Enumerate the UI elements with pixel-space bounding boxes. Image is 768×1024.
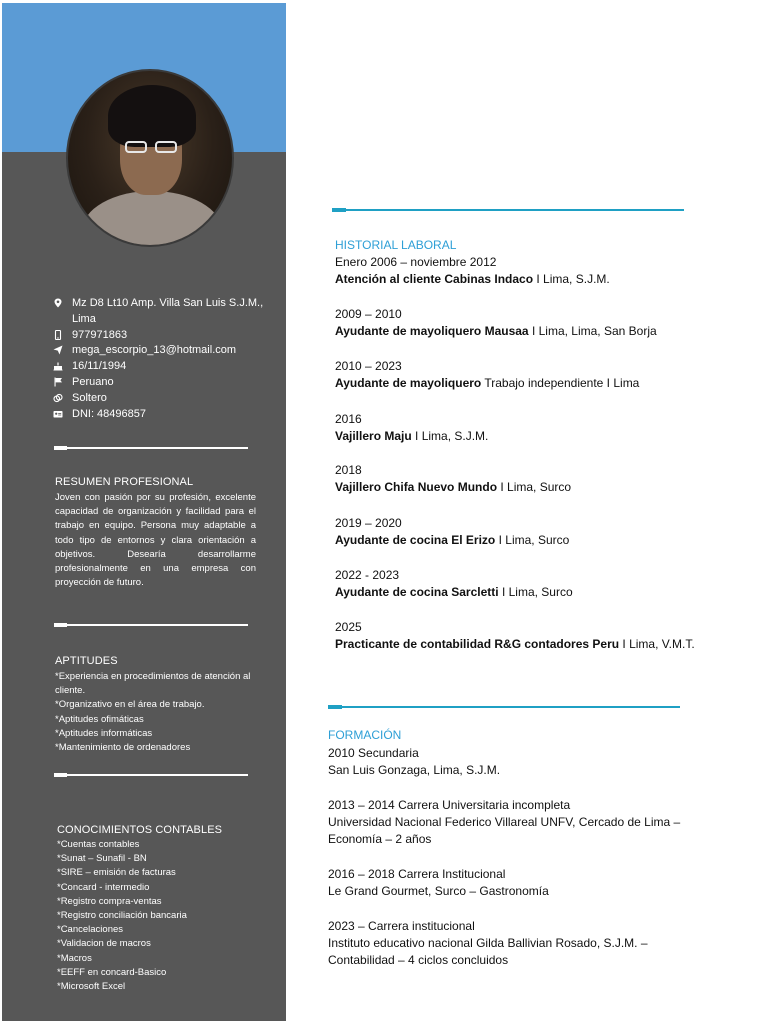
address-text: Mz D8 Lt10 Amp. Villa San Luis S.J.M., Lima (72, 297, 264, 325)
work-role: Ayudante de mayoliquero (335, 376, 482, 390)
education-entry (328, 797, 708, 848)
work-date: 2018 (335, 463, 362, 477)
contact-phone (44, 328, 284, 344)
work-role: Ayudante de cocina El Erizo (335, 533, 496, 547)
accounting-list (57, 838, 258, 994)
work-role: Vajillero Maju (335, 429, 412, 443)
work-entry (335, 358, 639, 392)
birthdate-text: 16/11/1994 (72, 360, 127, 373)
work-date: 2010 – 2023 (335, 359, 402, 373)
accounting-item: *Registro compra-ventas (57, 895, 162, 907)
work-role: Vajillero Chifa Nuevo Mundo (335, 480, 498, 494)
work-role: Atención al cliente Cabinas Indaco (335, 272, 534, 286)
accounting-item: *Concard - intermedio (57, 881, 150, 893)
contact-marital-status (44, 391, 284, 407)
education-detail: San Luis Gonzaga, Lima, S.J.M. (328, 763, 501, 777)
work-date: 2009 – 2010 (335, 307, 402, 321)
sidebar-divider (54, 447, 248, 449)
contact-nationality (44, 375, 284, 391)
work-title (335, 323, 657, 340)
skill-item: *Organizativo en el área de trabajo. (55, 699, 205, 711)
accounting-item: *Registro conciliación bancaria (57, 910, 187, 922)
summary-text: Joven con pasión por su profesión, excelente capacidad de organización y facilidad para el trabajo en equipo. Persona muy adaptable a todo tipo de entornos y clara orientación a objetivos. Desearía desarrollarme profesionalmente en una empresa con proyección de futuro. (55, 492, 256, 589)
skill-item: *Aptitudes ofimáticas (55, 713, 144, 725)
marital-status-text: Soltero (72, 391, 107, 404)
education-heading: FORMACIÓN (328, 728, 402, 742)
accounting-item: *SIRE – emisión de facturas (57, 867, 176, 879)
work-date: 2025 (335, 620, 362, 634)
education-entry (328, 745, 708, 779)
phone-icon (44, 328, 72, 340)
work-place: I Lima, Lima, San Borja (528, 324, 657, 338)
sidebar-divider (54, 624, 248, 626)
education-detail: Universidad Nacional Federico Villareal UNFV, Cercado de Lima – Economía – 2 años (328, 815, 681, 846)
accounting-item: *Sunat – Sunafil - BN (57, 853, 147, 865)
work-title (335, 636, 695, 653)
work-entry (335, 411, 488, 445)
work-date: 2022 - 2023 (335, 568, 400, 582)
contact-address (44, 296, 284, 328)
accounting-heading: CONOCIMIENTOS CONTABLES (57, 824, 223, 836)
work-date: 2016 (335, 412, 362, 426)
contact-birthdate (44, 359, 284, 375)
section-divider (332, 209, 684, 211)
accounting-item: *Validacion de macros (57, 938, 151, 950)
profile-photo (66, 69, 234, 247)
accounting-item: *Cuentas contables (57, 839, 140, 850)
work-title (335, 428, 488, 445)
rings-icon (44, 391, 72, 403)
education-entry (328, 866, 708, 900)
dni-text: DNI: 48496857 (72, 407, 146, 420)
work-title (335, 584, 573, 601)
education-entry (328, 918, 708, 969)
education-title: 2010 Secundaria (328, 746, 419, 760)
work-place: I Lima, Surco (497, 480, 572, 494)
education-detail: Instituto educativo nacional Gilda Ballivian Rosado, S.J.M. – Contabilidad – 4 ciclos concluidos (328, 936, 648, 967)
work-role: Ayudante de mayoliquero Mausaa (335, 324, 529, 338)
accounting-item: *Microsoft Excel (57, 981, 126, 993)
summary-heading: RESUMEN PROFESIONAL (55, 476, 194, 488)
education-title: 2013 – 2014 Carrera Universitaria incompleta (328, 798, 571, 812)
flag-icon (44, 375, 72, 387)
work-title (335, 271, 610, 288)
nationality-text: Peruano (72, 375, 114, 388)
work-place: Trabajo independiente I Lima (481, 376, 640, 390)
work-place: I Lima, V.M.T. (619, 637, 695, 651)
accounting-item: *Macros (57, 952, 92, 964)
work-entry (335, 462, 571, 496)
phone-text: 977971863 (72, 328, 128, 341)
work-place: I Lima, Surco (495, 533, 570, 547)
education-detail: Le Grand Gourmet, Surco – Gastronomía (328, 884, 549, 898)
location-icon (44, 296, 72, 308)
work-heading: HISTORIAL LABORAL (335, 238, 457, 252)
contact-dni (44, 407, 284, 423)
send-icon (44, 343, 72, 355)
education-title: 2023 – Carrera institucional (328, 919, 475, 933)
email-text: mega_escorpio_13@hotmail.com (72, 344, 237, 357)
work-entry (335, 306, 657, 340)
work-place: I Lima, Surco (498, 585, 573, 599)
section-divider (328, 706, 680, 708)
work-title (335, 375, 639, 392)
skill-item: *Aptitudes informáticas (55, 727, 153, 739)
accounting-item: *Cancelaciones (57, 924, 124, 936)
id-card-icon (44, 407, 72, 419)
skills-list (55, 670, 256, 755)
work-entry (335, 619, 695, 653)
work-entry (335, 254, 610, 288)
cake-icon (44, 359, 72, 371)
work-date: 2019 – 2020 (335, 516, 402, 530)
work-role: Practicante de contabilidad R&G contadores Peru (335, 637, 620, 651)
work-title (335, 532, 569, 549)
work-entry (335, 515, 569, 549)
education-title: 2016 – 2018 Carrera Institucional (328, 867, 506, 881)
work-title (335, 479, 571, 496)
skills-heading: APTITUDES (55, 655, 118, 667)
work-role: Ayudante de cocina Sarcletti (335, 585, 499, 599)
work-date: Enero 2006 – noviembre 2012 (335, 255, 497, 269)
work-place: I Lima, S.J.M. (411, 429, 489, 443)
contact-email (44, 343, 284, 359)
sidebar-divider (54, 774, 248, 776)
skill-item: *Experiencia en procedimientos de atención al cliente. (55, 671, 251, 697)
contact-list (44, 296, 284, 422)
accounting-item: *EEFF en concard-Basico (57, 966, 167, 978)
work-place: I Lima, S.J.M. (533, 272, 610, 286)
work-entry (335, 567, 573, 601)
skill-item: *Mantenimiento de ordenadores (55, 742, 191, 754)
